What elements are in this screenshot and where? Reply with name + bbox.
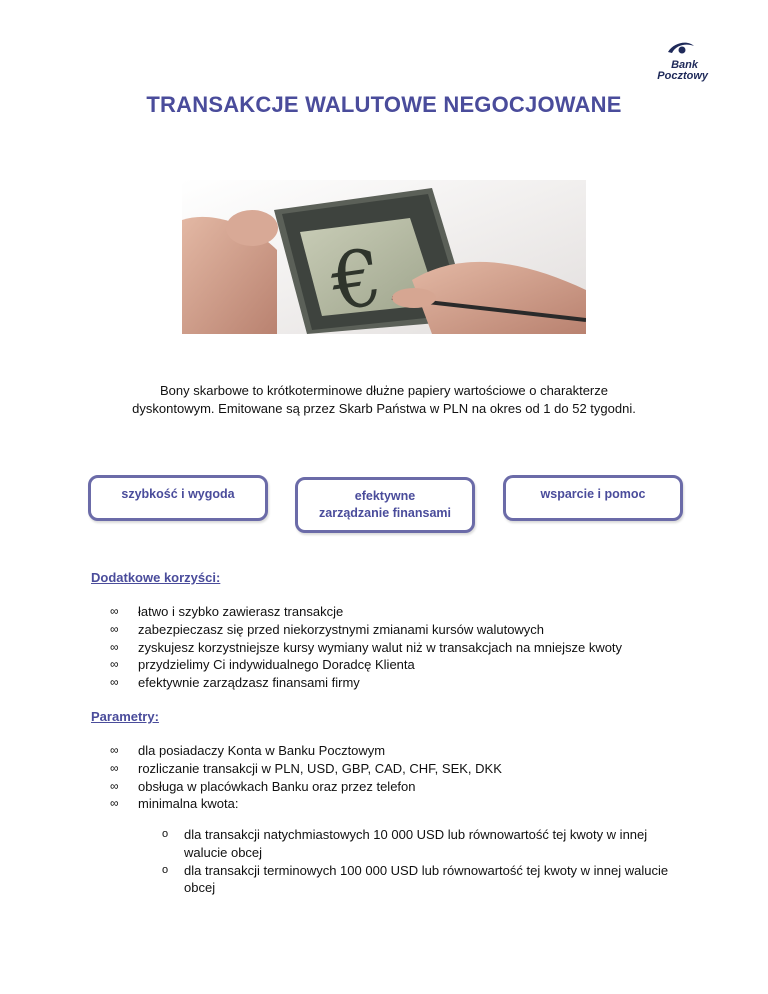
page-title: TRANSAKCJE WALUTOWE NEGOCJOWANE (146, 92, 622, 117)
bullet-icon: ∞ (110, 639, 119, 654)
sub-list-item: o dla transakcji natychmiastowych 10 000 USD lub równowartość tej kwoty w innej walucie obcej (162, 827, 648, 860)
logo-text-bank: Bank (671, 59, 698, 71)
list-item: ∞ obsługa w placówkach Banku oraz przez telefon (110, 778, 416, 794)
circle-bullet-icon: o (162, 828, 169, 840)
logo-text-pocztowy: Pocztowy (657, 70, 708, 82)
feature-box-speed (88, 475, 268, 521)
list-item: ∞ zyskujesz korzystniejsze kursy wymiany walut niż w transakcjach na mniejsze kwoty (110, 639, 623, 655)
list-item: ∞ łatwo i szybko zawierasz transakcje (110, 604, 344, 619)
feature-box-management (295, 477, 475, 533)
intro-text (60, 382, 708, 418)
parameters-list (110, 742, 502, 813)
feature-label: efektywne (354, 489, 416, 503)
bullet-icon: ∞ (110, 621, 119, 636)
list-item: ∞ zabezpieczasz się przed niekorzystnymi zmianami kursów walutowych (110, 621, 545, 637)
list-item: ∞ dla posiadaczy Konta w Banku Pocztowym (110, 743, 386, 758)
hero-photo (182, 180, 586, 334)
intro-line-2: dyskontowym. Emitowane są przez Skarb Państwa w PLN na okres od 1 do 52 tygodni. (132, 401, 636, 416)
minimum-amount-sublist (162, 826, 682, 897)
feature-label: zarządzanie finansami (319, 506, 451, 520)
feature-box-support (503, 475, 683, 521)
bullet-icon: ∞ (110, 657, 119, 672)
bullet-icon: ∞ (110, 604, 119, 618)
circle-bullet-icon: o (162, 863, 169, 876)
bullet-icon: ∞ (110, 760, 119, 775)
list-item: ∞ rozliczanie transakcji w PLN, USD, GBP, CAD, CHF, SEK, DKK (110, 760, 502, 776)
benefits-list (110, 603, 622, 692)
list-item: ∞ efektywnie zarządzasz finansami firmy (110, 675, 360, 691)
bullet-icon: ∞ (110, 778, 119, 793)
bullet-icon: ∞ (110, 675, 119, 690)
bullet-icon: ∞ (110, 743, 119, 757)
logo-swoosh-icon (666, 40, 696, 58)
euro-symbol-icon: € (326, 232, 388, 329)
intro-line-1: Bony skarbowe to krótkoterminowe dłużne papiery wartościowe o charakterze (160, 383, 608, 398)
parameters-heading: Parametry: (91, 709, 159, 724)
bullet-icon: ∞ (110, 796, 119, 811)
list-item: ∞ przydzielimy Ci indywidualnego Doradcę Klienta (110, 657, 415, 673)
feature-label: szybkość i wygoda (121, 487, 235, 501)
bank-logo (648, 40, 712, 86)
list-item: ∞ minimalna kwota: (110, 796, 239, 812)
sub-list-item: o dla transakcji terminowych 100 000 USD lub równowartość tej kwoty w innej walucie obcej (162, 862, 669, 896)
feature-label: wsparcie i pomoc (540, 487, 646, 501)
benefits-heading: Dodatkowe korzyści: (91, 570, 221, 585)
